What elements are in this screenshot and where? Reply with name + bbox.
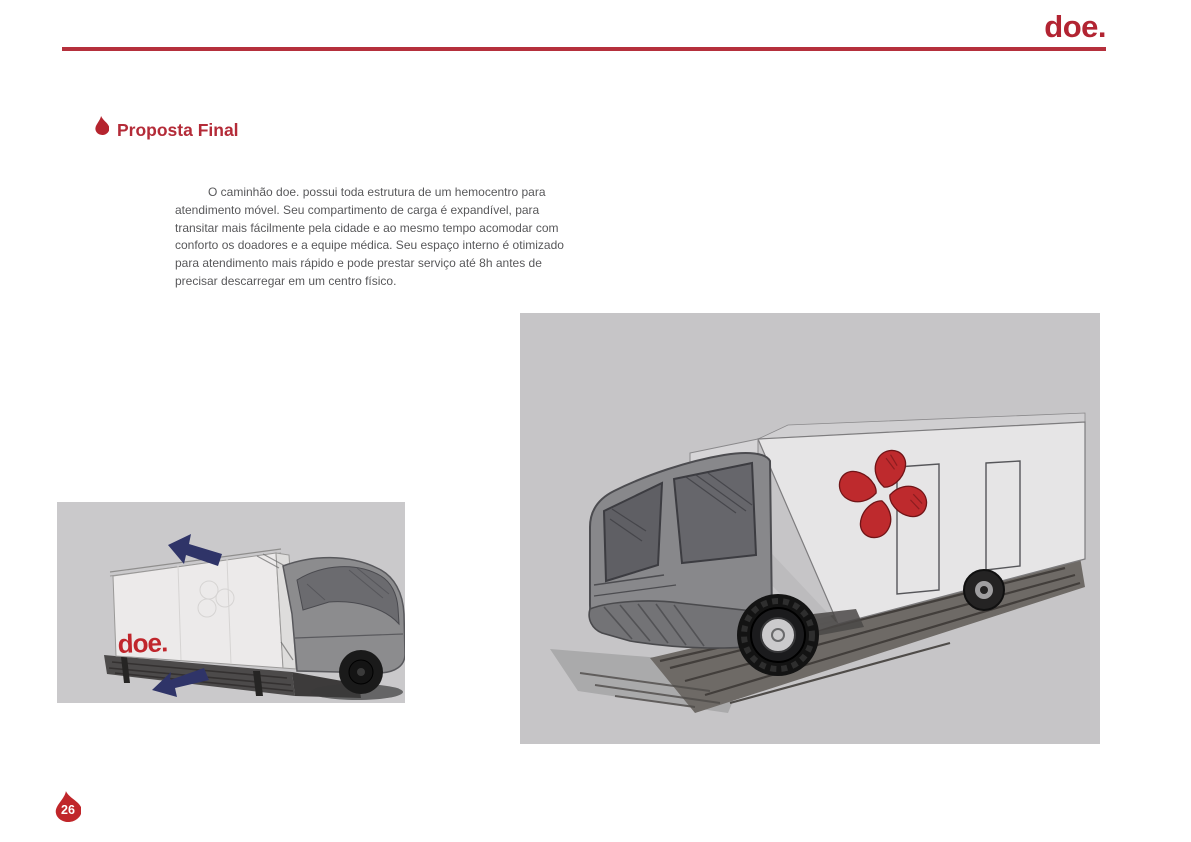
header-rule-divider	[62, 47, 1106, 51]
truck-sketch-front-image	[520, 313, 1100, 744]
truck-doe-label: doe.	[117, 627, 168, 659]
page-number: 26	[61, 803, 75, 817]
page-number-drop	[55, 791, 81, 822]
rear-wheel-hub	[980, 586, 988, 594]
truck-sketch-rear-image	[57, 502, 405, 703]
blood-drop-icon	[95, 116, 109, 135]
truck-sketch-front-svg	[520, 313, 1100, 744]
body-paragraph: O caminhão doe. possui toda estrutura de um hemocentro para atendimento móvel. Seu compartimento de carga é expandível, para transitar mais fácilmente pela cidade e ao mesmo tempo acomodar com conforto os doadores e a equipe médica. Seu espaço interno é otimizado para atendimento mais rápido e pode prestar serviço até 8h antes de precisar descarregar em um centro físico.	[175, 185, 564, 288]
front-wheel-hub	[761, 618, 795, 652]
page-number-drop-icon	[55, 791, 81, 822]
section-title: Proposta Final	[117, 120, 239, 140]
truck-sketch-rear-svg	[57, 502, 405, 703]
doe-logo: doe.	[1044, 9, 1106, 44]
section-heading	[95, 115, 239, 141]
rear-wheel-hub	[357, 668, 365, 676]
